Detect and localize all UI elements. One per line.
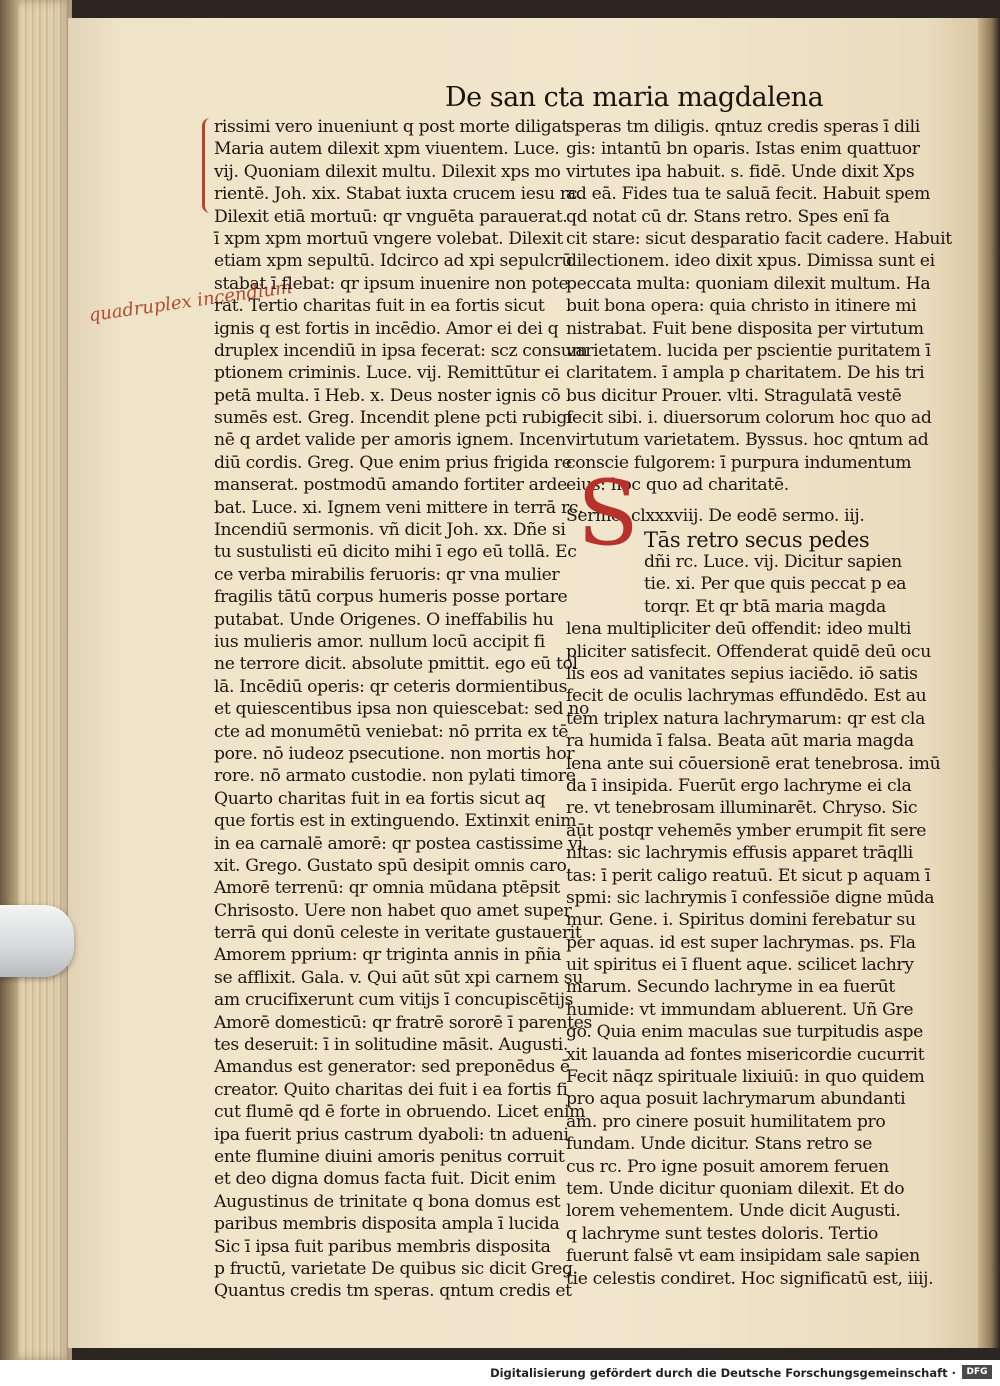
- text-line: bat. Luce. xi. Ignem veni mittere in terrā rc.: [214, 497, 584, 518]
- text-line: uit spiritus ei ī fluent aque. scilicet lachry: [566, 955, 914, 976]
- text-line: cus rc. Pro igne posuit amorem feruen: [566, 1156, 889, 1177]
- text-line: ptionem criminis. Luce. vij. Remittūtur ei: [214, 363, 560, 384]
- text-line: Sic ī ipsa fuit paribus membris disposita: [214, 1236, 551, 1257]
- text-line: dñi rc. Luce. vij. Dicitur sapien: [644, 552, 902, 573]
- sermon-heading: Sermo. clxxxviij. De eodē sermo. iij.: [566, 505, 865, 526]
- text-line: re. vt tenebrosam illuminarēt. Chryso. Sic: [566, 798, 918, 819]
- text-line: nitas: sic lachrymis effusis apparet trāqlli: [566, 843, 913, 864]
- text-line: Incendiū sermonis. vñ dicit Joh. xx. Dñe si: [214, 520, 566, 541]
- page-heading: De san cta maria magdalena: [445, 82, 824, 113]
- text-line: dilectionem. ideo dixit xpus. Dimissa sunt ei: [566, 251, 935, 272]
- text-line: Quantus credis tm speras. qntum credis et: [214, 1281, 572, 1302]
- text-line: humide: vt immundam abluerent. Uñ Gre: [566, 999, 914, 1020]
- text-line: que fortis est in extinguendo. Extinxit enim: [214, 811, 577, 832]
- text-line: tie celestis condiret. Hoc significatū est, iiij.: [566, 1268, 934, 1289]
- left-text-column: [214, 116, 592, 1303]
- text-line: spmi: sic lachrymis ī confessiōe digne mūda: [566, 887, 935, 908]
- text-line: rore. nō armato custodie. non pylati timore: [214, 766, 576, 787]
- text-line: buit bona opera: quia christo in itinere mi: [566, 296, 917, 317]
- text-line: rientē. Joh. xix. Stabat iuxta crucem iesu rc.: [214, 184, 583, 205]
- text-line: xit lauanda ad fontes misericordie cucurrit: [566, 1044, 925, 1065]
- text-line: Dilexit etiā mortuū: qr vnguēta parauerat.: [214, 206, 568, 227]
- footer-credit: Digitalisierung gefördert durch die Deutsche Forschungsgemeinschaft ·: [490, 1366, 956, 1380]
- page-clip: [0, 905, 74, 977]
- text-line: paribus membris disposita ampla ī lucida: [214, 1214, 560, 1235]
- text-line: Amandus est generator: sed preponēdus ē: [214, 1057, 570, 1078]
- text-line: q lachryme sunt testes doloris. Tertio: [566, 1223, 878, 1244]
- text-line: pro aqua posuit lachrymarum abundanti: [566, 1089, 906, 1110]
- text-line: da ī insipida. Fuerūt ergo lachryme ei cla: [566, 775, 912, 796]
- text-line: virtutum varietatem. Byssus. hoc qntum ad: [566, 430, 929, 451]
- text-line: peccata multa: quoniam dilexit multum. Ha: [566, 273, 931, 294]
- text-line: vij. Quoniam dilexit multu. Dilexit xps mo: [214, 161, 561, 182]
- text-line: mur. Gene. i. Spiritus domini ferebatur su: [566, 910, 916, 931]
- text-line: fundam. Unde dicitur. Stans retro se: [566, 1134, 873, 1155]
- text-line: cte ad monumētū veniebat: nō prrita ex tē: [214, 721, 569, 742]
- text-line: per aquas. id est super lachrymas. ps. Fla: [566, 932, 916, 953]
- margin-annotation: quadruplex incendium: [87, 276, 294, 327]
- text-line: ad eā. Fides tua te saluā fecit. Habuit spem: [566, 184, 931, 205]
- text-line: creator. Quito charitas dei fuit i ea fortis fi: [214, 1079, 568, 1100]
- text-line: lena ante sui cōuersionē erat tenebrosa. imū: [566, 753, 941, 774]
- text-line: ne terrore dicit. absolute pmittit. ego eū tol: [214, 654, 578, 675]
- text-line: lā. Incēdiū operis: qr ceteris dormientibus: [214, 676, 568, 697]
- decorated-initial: S: [577, 461, 639, 566]
- text-line: fecit de oculis lachrymas effundēdo. Est au: [566, 686, 927, 707]
- text-line: ce verba mirabilis feruoris: qr vna mulier: [214, 564, 560, 585]
- text-line: am crucifixerunt cum vitijs ī concupiscētijs: [214, 990, 574, 1011]
- text-line: virtutes ipa habuit. s. fidē. Unde dixit Xps: [566, 161, 915, 182]
- text-line: terrā qui donū celeste in veritate gustauerit: [214, 923, 582, 944]
- text-line: pore. nō iudeoz psecutione. non mortis hor: [214, 743, 575, 764]
- text-line: ipa fuerit prius castrum dyaboli: tn adueni: [214, 1124, 569, 1145]
- text-line: druplex incendiū in ipsa fecerat: scz consum: [214, 340, 588, 361]
- text-line: tem triplex natura lachrymarum: qr est cla: [566, 708, 925, 729]
- text-line: tu sustulisti eū dicito mihi ī ego eū tollā. Ec: [214, 542, 577, 563]
- text-line: putabat. Unde Origenes. O ineffabilis hu: [214, 609, 554, 630]
- right-text-column: [566, 116, 952, 1290]
- text-line: ignis q est fortis in incēdio. Amor ei dei q: [214, 318, 559, 339]
- text-line: go. Quia enim maculas sue turpitudis aspe: [566, 1022, 923, 1043]
- text-line: xit. Grego. Gustato spū desipit omnis caro.: [214, 855, 572, 876]
- text-line: lis eos ad vanitates sepius iaciēdo. iō satis: [566, 663, 918, 684]
- text-line: Augustinus de trinitate q bona domus est: [214, 1191, 561, 1212]
- text-line: se afflixit. Gala. v. Qui aūt sūt xpi carnem su: [214, 967, 583, 988]
- page-right-edge: [978, 18, 1000, 1348]
- footer-bar: [0, 1360, 1000, 1386]
- text-line: qd notat cū dr. Stans retro. Spes enī fa: [566, 206, 890, 227]
- text-line: stabat ī flebat: qr ipsum inuenire non pote: [214, 273, 569, 294]
- text-line: bus dicitur Prouer. vlti. Stragulatā vestē: [566, 385, 902, 406]
- text-line: etiam xpm sepultū. Idcirco ad xpi sepulcrū: [214, 251, 573, 272]
- text-line: gis: intantū bn oparis. Istas enim quattuor: [566, 139, 920, 160]
- text-line: tes deseruit: ī in solitudine māsit. Augusti.: [214, 1035, 568, 1056]
- text-line: cut flumē qd ē forte in obruendo. Licet enim: [214, 1102, 586, 1123]
- text-line: Amorē terrenū: qr omnia mūdana ptēpsit: [214, 878, 560, 899]
- text-line: fragilis tātū corpus humeris posse portare: [214, 587, 568, 608]
- text-line: rissimi vero inueniunt q post morte diligat: [214, 117, 568, 137]
- text-line: et quiescentibus ipsa non quiescebat: sed no: [214, 699, 589, 720]
- text-line: ente flumine diuini amoris penitus corruit: [214, 1146, 565, 1167]
- text-line: nistrabat. Fuit bene disposita per virtutum: [566, 318, 924, 339]
- text-line: Quarto charitas fuit in ea fortis sicut aq: [214, 788, 546, 809]
- text-line: Chrisosto. Uere non habet quo amet super: [214, 900, 572, 921]
- text-line: Amorē domesticū: qr fratrē sororē ī parentes: [214, 1012, 592, 1033]
- text-line: torqr. Et qr btā maria magda: [644, 596, 886, 617]
- text-line: sumēs est. Greg. Incendit plene pcti rubigi: [214, 408, 573, 429]
- text-line: lorem vehementem. Unde dicit Augusti.: [566, 1201, 901, 1222]
- text-line: claritatem. ī ampla p charitatem. De his tri: [566, 363, 925, 384]
- text-line: pliciter satisfecit. Offenderat quidē deū ocu: [566, 641, 931, 662]
- dfg-logo: DFG: [962, 1365, 992, 1379]
- text-line: nē q ardet valide per amoris ignem. Incen: [214, 430, 566, 451]
- text-line: in ea carnalē amorē: qr postea castissime vi: [214, 833, 583, 854]
- text-line: cit stare: sicut desparatio facit cadere. Habuit: [566, 228, 952, 249]
- text-line: tem. Unde dicitur quoniam dilexit. Et do: [566, 1178, 905, 1199]
- text-line: Maria autem dilexit xpm viuentem. Luce.: [214, 139, 560, 160]
- text-line: Tās retro secus pedes: [644, 527, 870, 552]
- text-line: marum. Secundo lachryme in ea fuerūt: [566, 977, 895, 998]
- text-line: p fructū, varietate De quibus sic dicit Greg.: [214, 1258, 578, 1279]
- text-line: speras tm diligis. qntuz credis speras ī dili: [566, 117, 920, 137]
- text-line: aūt postqr vehemēs ymber erumpit fit sere: [566, 820, 927, 841]
- text-line: fecit sibi. i. diuersorum colorum hoc quo ad: [566, 408, 932, 429]
- text-line: am. pro cinere posuit humilitatem pro: [566, 1111, 886, 1132]
- text-line: fuerunt falsē vt eam insipidam sale sapien: [566, 1246, 920, 1267]
- text-line: diū cordis. Greg. Que enim prius frigida re: [214, 452, 572, 473]
- text-line: petā multa. ī Heb. x. Deus noster ignis cō: [214, 385, 561, 406]
- page-edges-shadow: [0, 0, 18, 1360]
- text-line: varietatem. lucida per pscientie puritatem ī: [566, 340, 931, 361]
- text-line: Fecit nāqz spirituale lixiuiū: in quo quidem: [566, 1067, 925, 1088]
- text-line: eius: hoc quo ad charitatē.: [566, 475, 789, 496]
- text-line: tie. xi. Per que quis peccat p ea: [644, 574, 907, 595]
- text-line: tas: ī perit caligo reatuū. Et sicut p aquam ī: [566, 865, 931, 886]
- text-line: manserat. postmodū amando fortiter arde: [214, 475, 567, 496]
- text-line: et deo digna domus facta fuit. Dicit enim: [214, 1169, 556, 1190]
- text-line: ī xpm xpm mortuū vngere volebat. Dilexit: [214, 228, 563, 249]
- text-line: ra humida ī falsa. Beata aūt maria magda: [566, 731, 914, 752]
- text-line: ius mulieris amor. nullum locū accipit fi: [214, 631, 545, 652]
- text-line: conscie fulgorem: ī purpura indumentum: [566, 452, 912, 473]
- text-line: rat. Tertio charitas fuit in ea fortis sicut: [214, 296, 545, 317]
- text-line: lena multipliciter deū offendit: ideo multi: [566, 619, 911, 640]
- text-line: Amorem pprium: qr triginta annis in pñia: [214, 945, 562, 966]
